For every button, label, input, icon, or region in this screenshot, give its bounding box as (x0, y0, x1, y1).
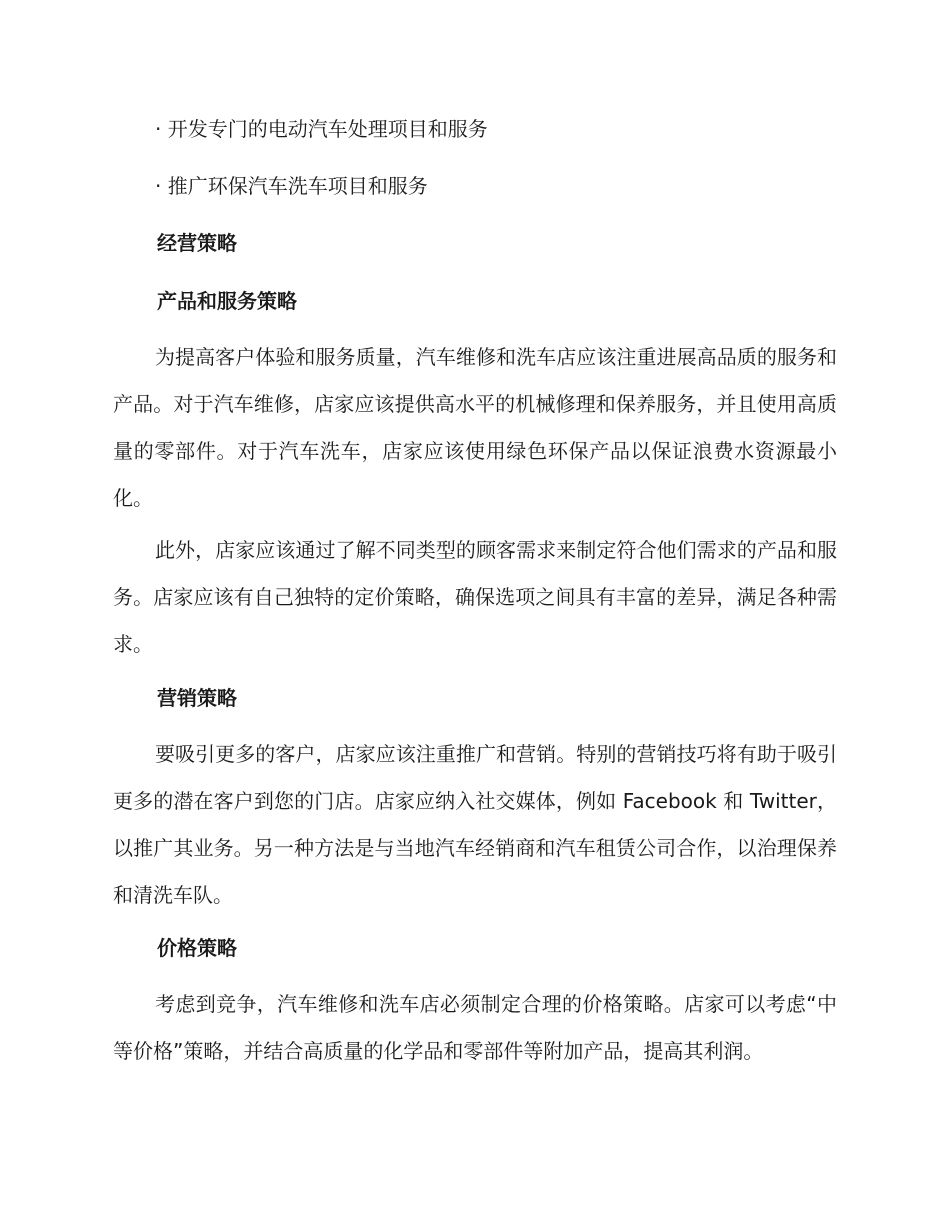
section-heading-business-strategy: 经营策略 (157, 231, 237, 255)
section-heading-product-service-strategy: 产品和服务策略 (157, 289, 297, 313)
section-heading-pricing-strategy: 价格策略 (157, 936, 237, 960)
paragraph-product-needs: 此外，店家应该通过了解不同类型的顾客需求来制定符合他们需求的产品和服务。店家应该有自己独特的定价策略，确保选项之间具有丰富的差异，满足各种需求。 (113, 538, 837, 656)
bullet-item: · 推广环保汽车洗车项目和服务 (155, 174, 428, 198)
paragraph-pricing: 考虑到竞争，汽车维修和洗车店必须制定合理的价格策略。店家可以考虑“中等价格”策略，并结合高质量的化学品和零部件等附加产品，提高其利润。 (113, 992, 837, 1063)
bullet-item: · 开发专门的电动汽车处理项目和服务 (155, 117, 488, 141)
paragraph-marketing: 要吸引更多的客户，店家应该注重推广和营销。特别的营销技巧将有助于吸引更多的潜在客户到您的门店。店家应纳入社交媒体，例如 Facebook 和 Twitter，以推广其业务。另一种方法是与当地汽车经销商和汽车租赁公司合作，以治理保养和清洗车队。 (113, 742, 837, 907)
paragraph-product-quality: 为提高客户体验和服务质量，汽车维修和洗车店应该注重进展高品质的服务和产品。对于汽车维修，店家应该提供高水平的机械修理和保养服务，并且使用高质量的零部件。对于汽车洗车，店家应该使用绿色环保产品以保证浪费水资源最小化。 (113, 345, 837, 510)
section-heading-marketing-strategy: 营销策略 (157, 686, 237, 710)
